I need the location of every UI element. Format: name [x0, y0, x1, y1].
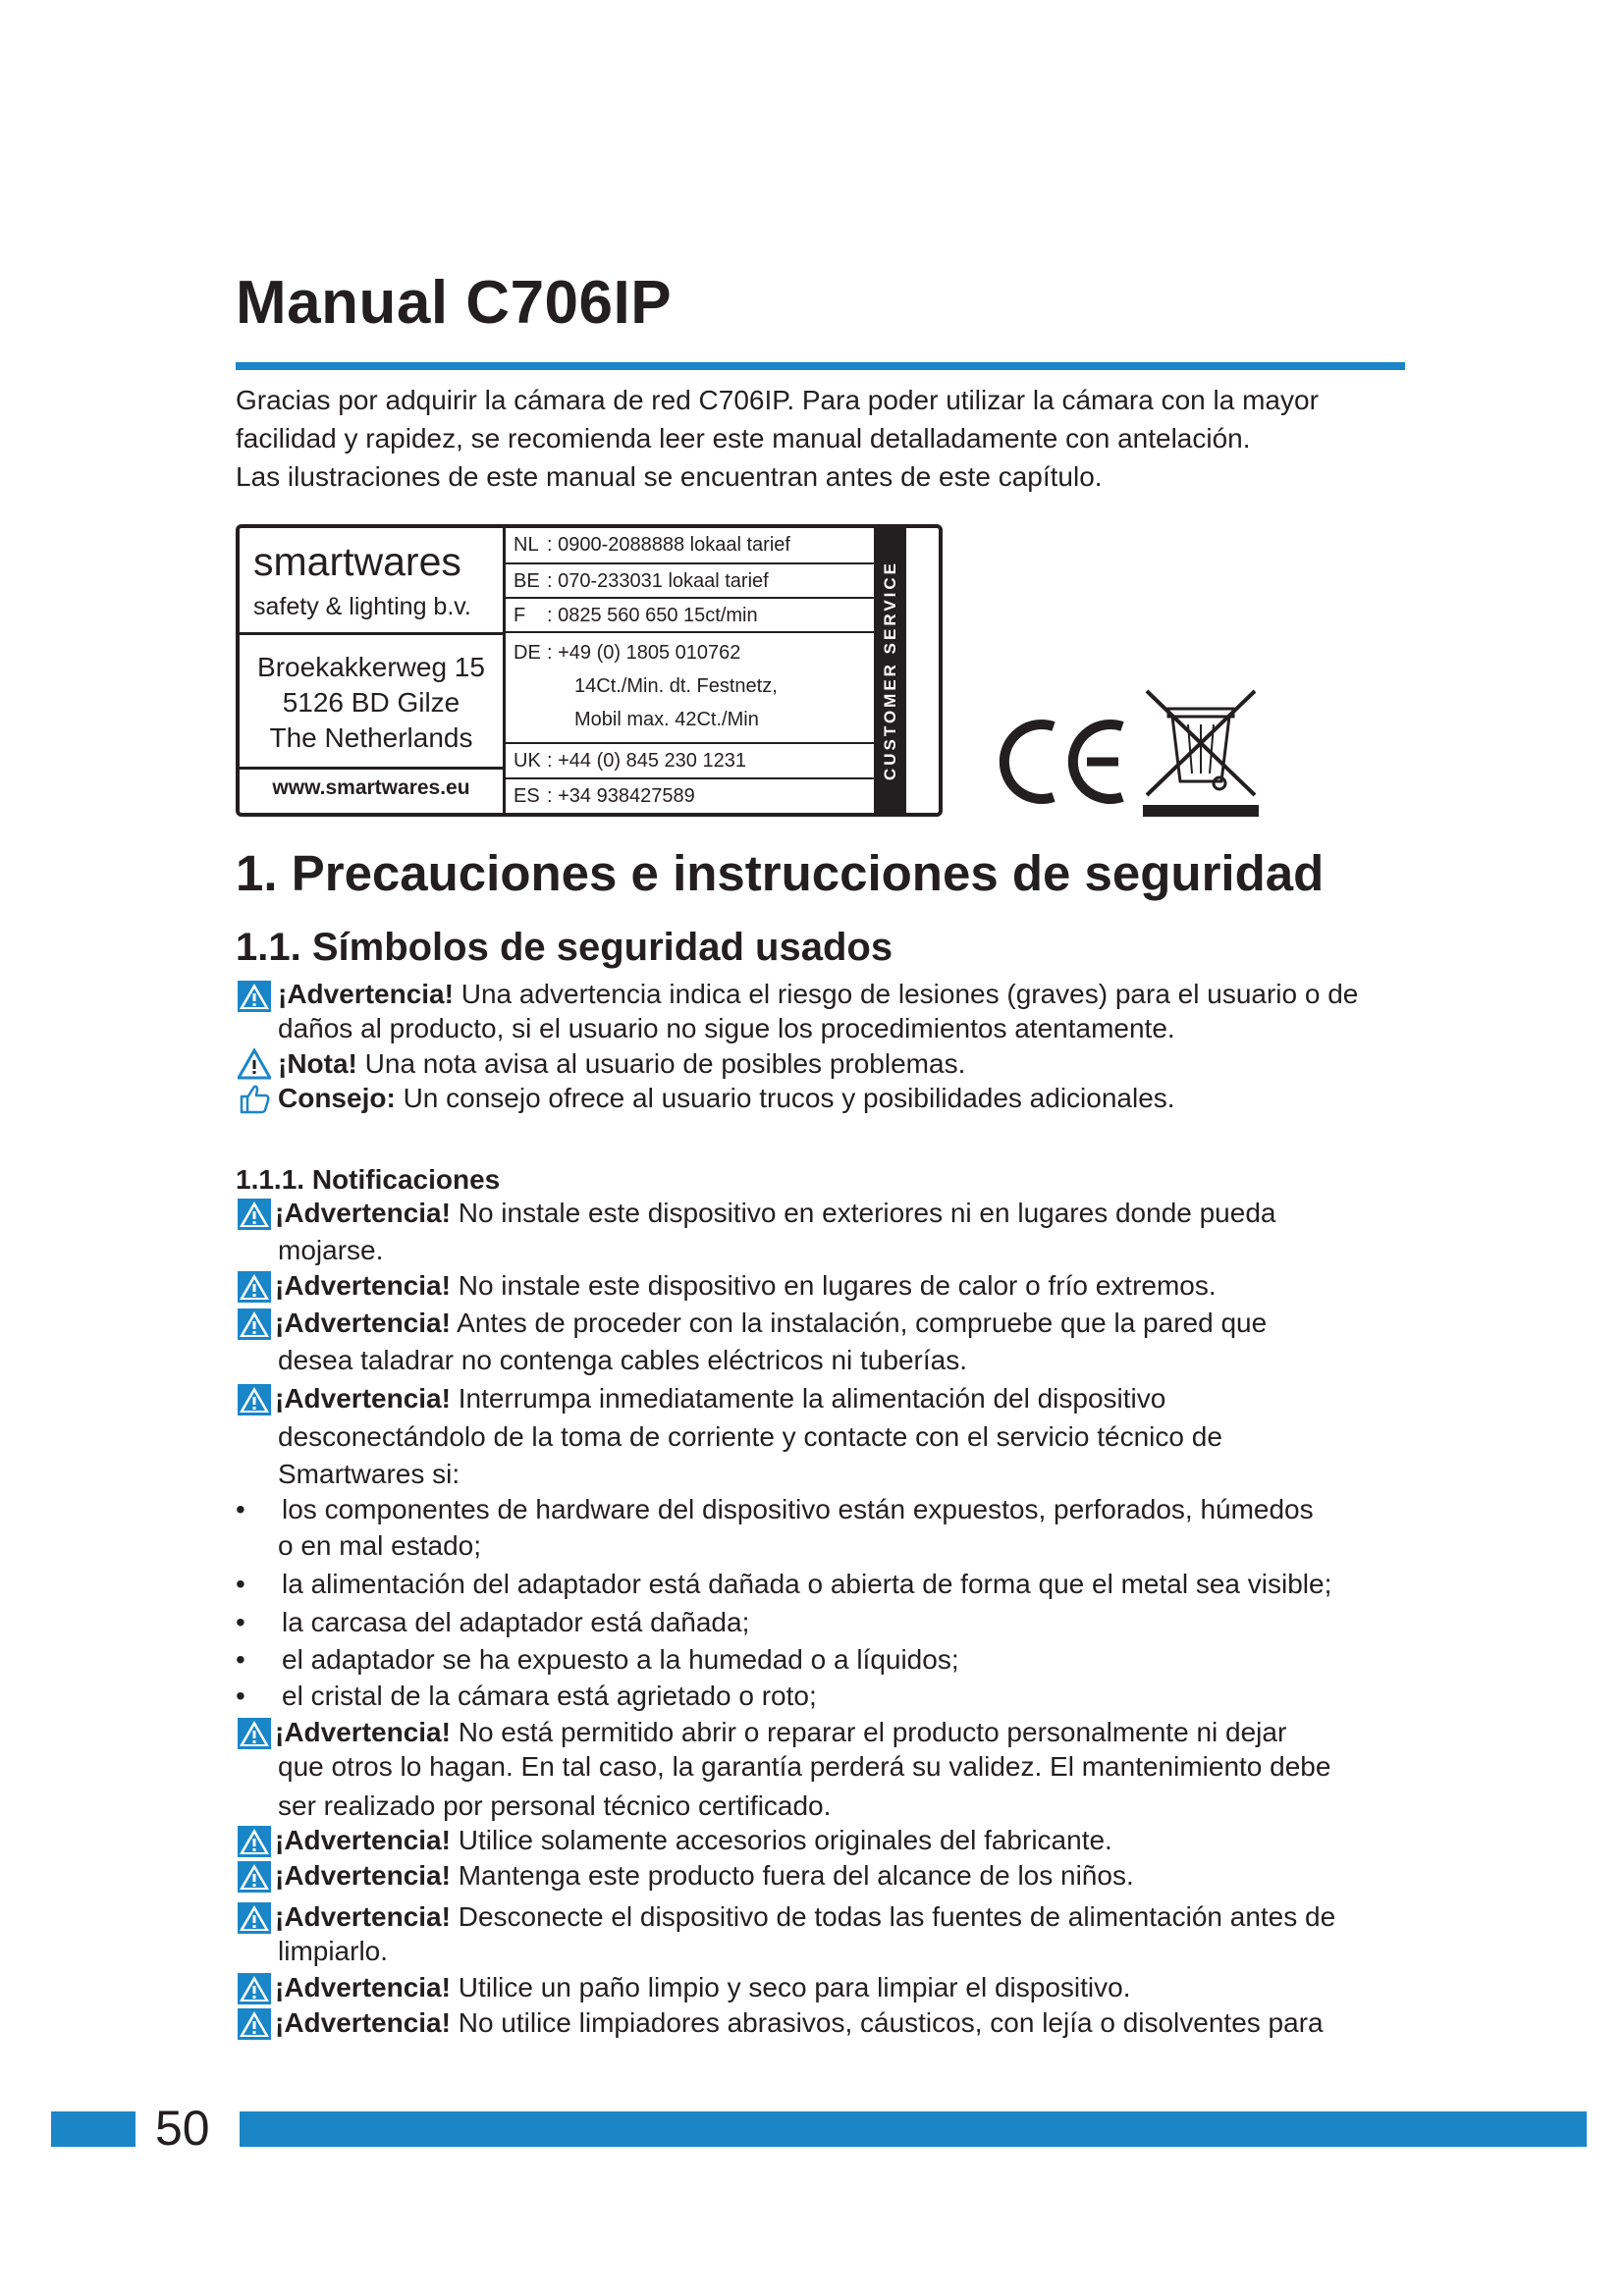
- divider: [240, 767, 503, 770]
- warning-item-continued: limpiarlo.: [278, 1936, 389, 1966]
- warning-icon: [238, 1384, 271, 1415]
- phone-row: DE : +49 (0) 1805 010762: [514, 642, 741, 664]
- note-label: ¡Nota!: [278, 1048, 357, 1079]
- warning-item: ¡Advertencia! Antes de proceder con la instalación, compruebe que la pared que: [275, 1308, 1268, 1338]
- warning-text: Una advertencia indica el riesgo de lesiones (graves) para el usuario o de: [460, 979, 1359, 1009]
- thumbs-up-icon: [238, 1083, 271, 1114]
- intro-paragraph: [236, 381, 1414, 496]
- warning-item: ¡Advertencia! Mantenga este producto fuera del alcance de los niños.: [275, 1860, 1134, 1891]
- list-item: la carcasa del adaptador está dañada;: [282, 1607, 750, 1637]
- list-item: los componentes de hardware del dispositivo están expuestos, perforados, húmedos: [282, 1494, 1314, 1524]
- warning-item: ¡Advertencia! Interrumpa inmediatamente la alimentación del dispositivo: [275, 1383, 1166, 1414]
- address-line: Broekakkerweg 15: [257, 652, 485, 682]
- warning-icon: [238, 2008, 271, 2040]
- warning-item: ¡Advertencia! Utilice un paño limpio y seco para limpiar el dispositivo.: [275, 1972, 1131, 2002]
- intro-line: Gracias por adquirir la cámara de red C706IP. Para poder utilizar la cámara con la mayor: [236, 385, 1319, 415]
- phone-row: NL : 0900-2088888 lokaal tarief: [514, 534, 790, 556]
- list-item: el cristal de la cámara está agrietado o roto;: [282, 1681, 817, 1711]
- phone-note: 14Ct./Min. dt. Festnetz,: [574, 675, 778, 697]
- page-number: 50: [155, 2101, 210, 2156]
- tip-text: Un consejo ofrece al usuario trucos y posibilidades adicionales.: [403, 1083, 1175, 1113]
- ce-mark-icon: [997, 713, 1134, 816]
- warning-item: ¡Advertencia! Desconecte el dispositivo de todas las fuentes de alimentación antes de: [275, 1901, 1336, 1932]
- divider: [506, 631, 906, 633]
- warning-icon: [238, 1861, 271, 1893]
- warning-icon: [238, 1826, 271, 1857]
- brand-name: smartwares: [253, 539, 461, 584]
- section-heading: 1. Precauciones e instrucciones de seguridad: [236, 845, 1325, 901]
- phone-row: ES : +34 938427589: [514, 785, 695, 807]
- warning-item: ¡Advertencia! No instale este dispositivo en exteriores ni en lugares donde pueda: [275, 1198, 1276, 1228]
- divider: [240, 632, 503, 635]
- bullet-dot: •: [236, 1494, 245, 1524]
- warning-icon: [238, 1271, 271, 1303]
- footer-bar-right: [240, 2111, 1587, 2147]
- divider: [506, 562, 906, 564]
- list-item-continued: o en mal estado;: [278, 1530, 482, 1561]
- warning-item-continued: ser realizado por personal técnico certificado.: [278, 1790, 832, 1821]
- warning-icon: [238, 1199, 271, 1230]
- warning-item-continued: desea taladrar no contenga cables eléctricos ni tuberías.: [278, 1345, 967, 1375]
- customer-service-text: CUSTOMER SERVICE: [880, 560, 899, 781]
- note-icon: [238, 1048, 271, 1080]
- phone-row: UK : +44 (0) 845 230 1231: [514, 750, 746, 772]
- list-item: la alimentación del adaptador está dañada o abierta de forma que el metal sea visible;: [282, 1569, 1332, 1599]
- phone-note: Mobil max. 42Ct./Min: [574, 709, 759, 730]
- warning-icon: [238, 1308, 271, 1340]
- page-title: Manual C706IP: [236, 269, 673, 337]
- subsubsection-heading: 1.1.1. Notificaciones: [236, 1164, 501, 1195]
- footer-bar-left: [51, 2111, 135, 2147]
- warning-icon: [238, 981, 271, 1012]
- address-line: 5126 BD Gilze: [282, 687, 460, 718]
- warning-item-continued: desconectándolo de la toma de corriente y contacte con el servicio técnico de: [278, 1421, 1222, 1452]
- divider: [506, 742, 906, 744]
- warning-item: ¡Advertencia! Utilice solamente accesorios originales del fabricante.: [275, 1825, 1112, 1855]
- phone-row: F : 0825 560 650 15ct/min: [514, 605, 758, 626]
- phone-row: BE : 070-233031 lokaal tarief: [514, 570, 769, 592]
- company-address: [240, 650, 503, 756]
- website: www.smartwares.eu: [272, 776, 470, 799]
- divider: [506, 597, 906, 599]
- warning-item: ¡Advertencia! No utilice limpiadores abrasivos, cáusticos, con lejía o disolventes para: [275, 2007, 1324, 2038]
- warning-item-continued: que otros lo hagan. En tal caso, la garantía perderá su validez. El mantenimiento debe: [278, 1751, 1331, 1782]
- warning-label: ¡Advertencia!: [278, 979, 454, 1009]
- warning-icon: [238, 1718, 271, 1749]
- customer-service-band: [874, 528, 906, 813]
- phone-numbers: [506, 528, 906, 813]
- bullet-dot: •: [236, 1644, 245, 1675]
- address-line: The Netherlands: [269, 722, 473, 753]
- divider: [506, 777, 906, 779]
- tip-label: Consejo:: [278, 1083, 396, 1113]
- list-item: el adaptador se ha expuesto a la humedad o a líquidos;: [282, 1644, 959, 1675]
- customer-service-label: [236, 524, 943, 817]
- warning-text: daños al producto, si el usuario no sigue los procedimientos atentamente.: [278, 1013, 1175, 1043]
- company-info: [240, 528, 506, 813]
- warning-item-continued: Smartwares si:: [278, 1459, 460, 1489]
- bullet-dot: •: [236, 1569, 245, 1599]
- warning-item-continued: mojarse.: [278, 1235, 384, 1265]
- warning-icon: [238, 1902, 271, 1934]
- intro-line: facilidad y rapidez, se recomienda leer este manual detalladamente con antelación.: [236, 423, 1251, 454]
- warning-item: ¡Advertencia! No instale este dispositivo en lugares de calor o frío extremos.: [275, 1270, 1217, 1301]
- title-rule: [236, 362, 1405, 370]
- bullet-dot: •: [236, 1681, 245, 1711]
- subsection-heading: 1.1. Símbolos de seguridad usados: [236, 926, 893, 969]
- warning-item: ¡Advertencia! No está permitido abrir o reparar el producto personalmente ni dejar: [275, 1717, 1287, 1747]
- note-text: Una nota avisa al usuario de posibles problemas.: [364, 1048, 966, 1079]
- intro-line: Las ilustraciones de este manual se encuentran antes de este capítulo.: [236, 461, 1103, 492]
- bullet-dot: •: [236, 1607, 245, 1637]
- warning-icon: [238, 1973, 271, 2004]
- crossed-bin-icon: [1139, 687, 1263, 826]
- brand-subtitle: safety & lighting b.v.: [253, 593, 471, 620]
